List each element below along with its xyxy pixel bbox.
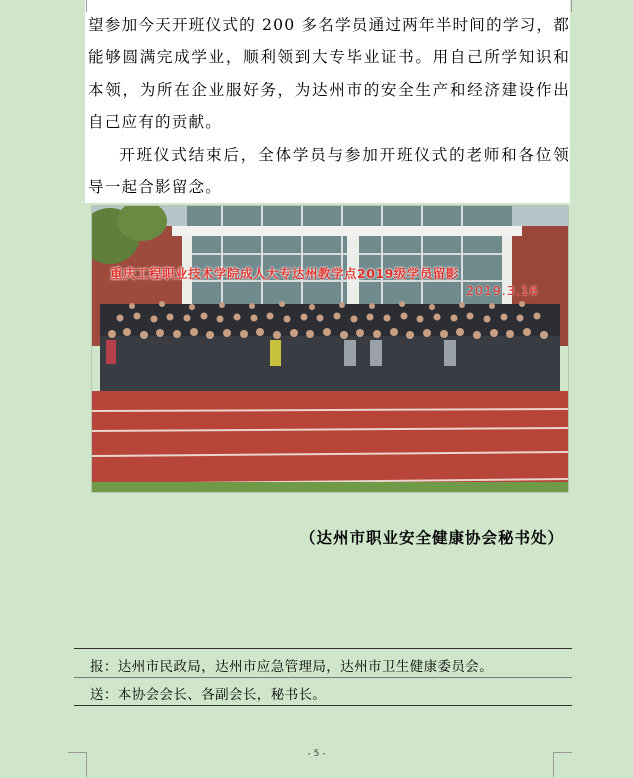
crop-mark-top-right [571,0,590,12]
distribution-block [74,648,572,706]
divider [74,677,572,678]
page-number: - 5 - [307,749,326,759]
crop-mark-top-left [68,0,87,12]
send-to-line: 送：本协会会长、各副会长，秘书长。 [90,687,327,703]
paragraph-2: 开班仪式结束后，全体学员与参加开班仪式的老师和各位领导一起合影留念。 [88,145,570,197]
body-text [88,9,570,203]
paragraph-1: 望参加今天开班仪式的 200 多名学员通过两年半时间的学习，都能够圆满完成学业，顺利领到大专毕业证书。用自己所学知识和本领，为所在企业服好务，为达州市的安全生产和经济建设作出自己应有的贡献。 [88,16,570,132]
photo-date: 2019.3.16 [466,283,539,298]
photo-caption: 重庆工程职业技术学院成人大专达州教学点2019级学员留影 [110,266,459,281]
group-photo [91,205,569,493]
report-to-line: 报：达州市民政局，达州市应急管理局，达州市卫生健康委员会。 [90,659,494,675]
signature: （达州市职业安全健康协会秘书处） [300,528,565,547]
